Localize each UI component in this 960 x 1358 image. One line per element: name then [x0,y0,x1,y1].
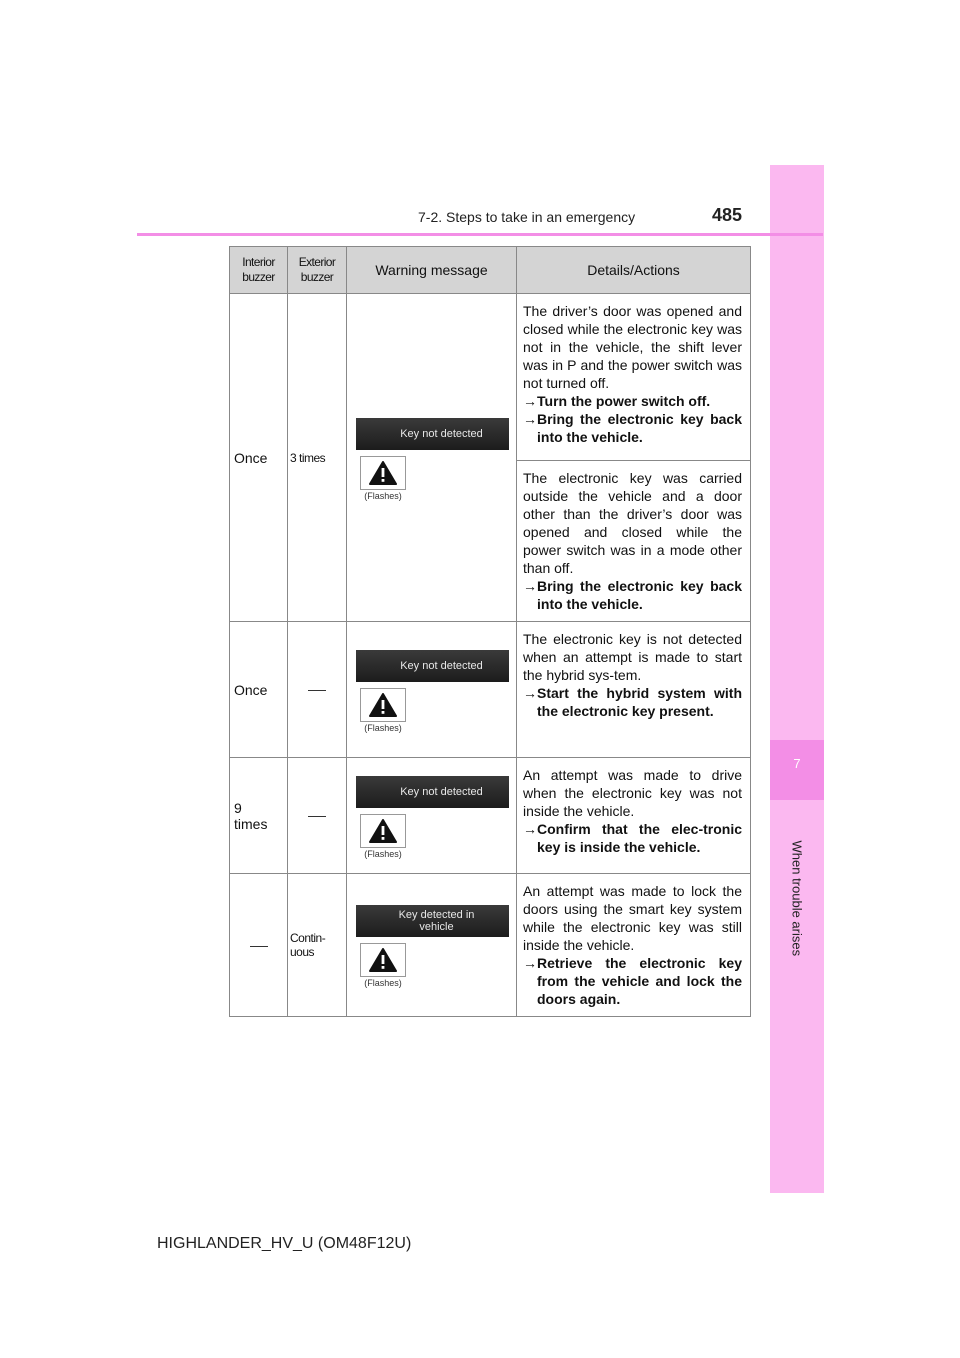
warning-message-display [354,650,509,733]
warning-table [229,246,751,1017]
message-text: Key not detected [400,785,483,798]
action-item: → Turn the power switch off. [523,393,711,409]
action-item: → Bring the electronic key back into the vehicle. [523,578,742,612]
page-number: 485 [712,205,743,225]
warning-message-cell [347,874,517,1017]
interior-buzzer-cell: Once [230,622,288,758]
table-row [230,758,751,874]
message-bar [356,650,509,682]
chapter-number: 7 [793,756,801,771]
details-text: An attempt was made to drive when the electronic key was not inside the vehicle. [523,767,742,819]
action-item: → Bring the electronic key back into the vehicle. [523,411,742,445]
model-code: HIGHLANDER_HV_U (OM48F12U) [157,1235,412,1252]
table-row [230,294,751,461]
warning-message-cell [347,622,517,758]
interior-buzzer-cell [230,874,288,1017]
header-warning-message: Warning message [347,247,517,294]
flashes-label: (Flashes) [364,848,402,859]
details-text: The electronic key was carried outside the vehicle and a door other than the driver’s door was opened and closed while the power switch was in a mode other than off. [523,470,742,576]
header-interior-buzzer: Interior buzzer [230,247,288,294]
arrow-icon: → [523,685,537,701]
details-text: An attempt was made to lock the doors using the smart key system while the electronic key was still inside the vehicle. [523,883,742,953]
dash-icon [250,946,268,947]
chapter-label: When trouble arises [789,840,805,957]
side-tab-band [770,165,824,1193]
warning-triangle-icon [360,814,406,848]
flashes-label: (Flashes) [364,722,402,733]
arrow-icon: → [523,578,537,594]
exterior-buzzer-cell: Contin-uous [288,874,347,1017]
details-text: The driver’s door was opened and closed while the electronic key was not in the vehicle, the shift lever was in P and the power switch was not turned off. [523,303,742,391]
details-cell [517,874,751,1017]
table-row [230,622,751,758]
arrow-icon: → [523,821,537,837]
action-item: → Start the hybrid system with the electronic key present. [523,685,742,719]
message-bar [356,905,509,937]
flashes-label: (Flashes) [364,978,402,988]
dash-icon [308,690,326,691]
header-exterior-buzzer: Exterior buzzer [288,247,347,294]
arrow-icon: → [523,393,537,409]
interior-buzzer-cell: 9 times [230,758,288,874]
header-details-actions: Details/Actions [517,247,751,294]
action-item: → Confirm that the elec-tronic key is inside the vehicle. [523,821,742,855]
details-cell [517,758,751,874]
dash-icon [308,816,326,817]
message-text: Key detected in vehicle [398,909,475,933]
arrow-icon: → [523,411,537,427]
message-text: Key not detected [400,659,483,672]
warning-message-display [354,418,509,501]
interior-buzzer-cell: Once [230,294,288,622]
exterior-buzzer-cell [288,758,347,874]
section-title: 7-2. Steps to take in an emergency [418,209,636,225]
action-item: → Retrieve the electronic key from the vehicle and lock the doors again. [523,955,742,1007]
exterior-buzzer-cell [288,622,347,758]
warning-triangle-icon [360,943,406,977]
details-cell [517,461,751,622]
exterior-buzzer-cell: 3 times [288,294,347,622]
table-row [230,874,751,1017]
table-header-row [230,247,751,294]
arrow-icon: → [523,955,537,971]
details-text: The electronic key is not detected when an attempt is made to start the hybrid sys-tem. [523,631,742,683]
warning-message-cell [347,294,517,622]
details-cell [517,622,751,758]
warning-message-display [354,776,509,859]
warning-message-cell [347,758,517,874]
message-bar [356,776,509,808]
warning-triangle-icon [360,688,406,722]
message-text: Key not detected [400,427,483,440]
message-bar [356,418,509,450]
warning-message-display [354,905,509,988]
flashes-label: (Flashes) [364,490,402,501]
details-cell [517,294,751,461]
header-rule [137,233,823,236]
warning-triangle-icon [360,456,406,490]
